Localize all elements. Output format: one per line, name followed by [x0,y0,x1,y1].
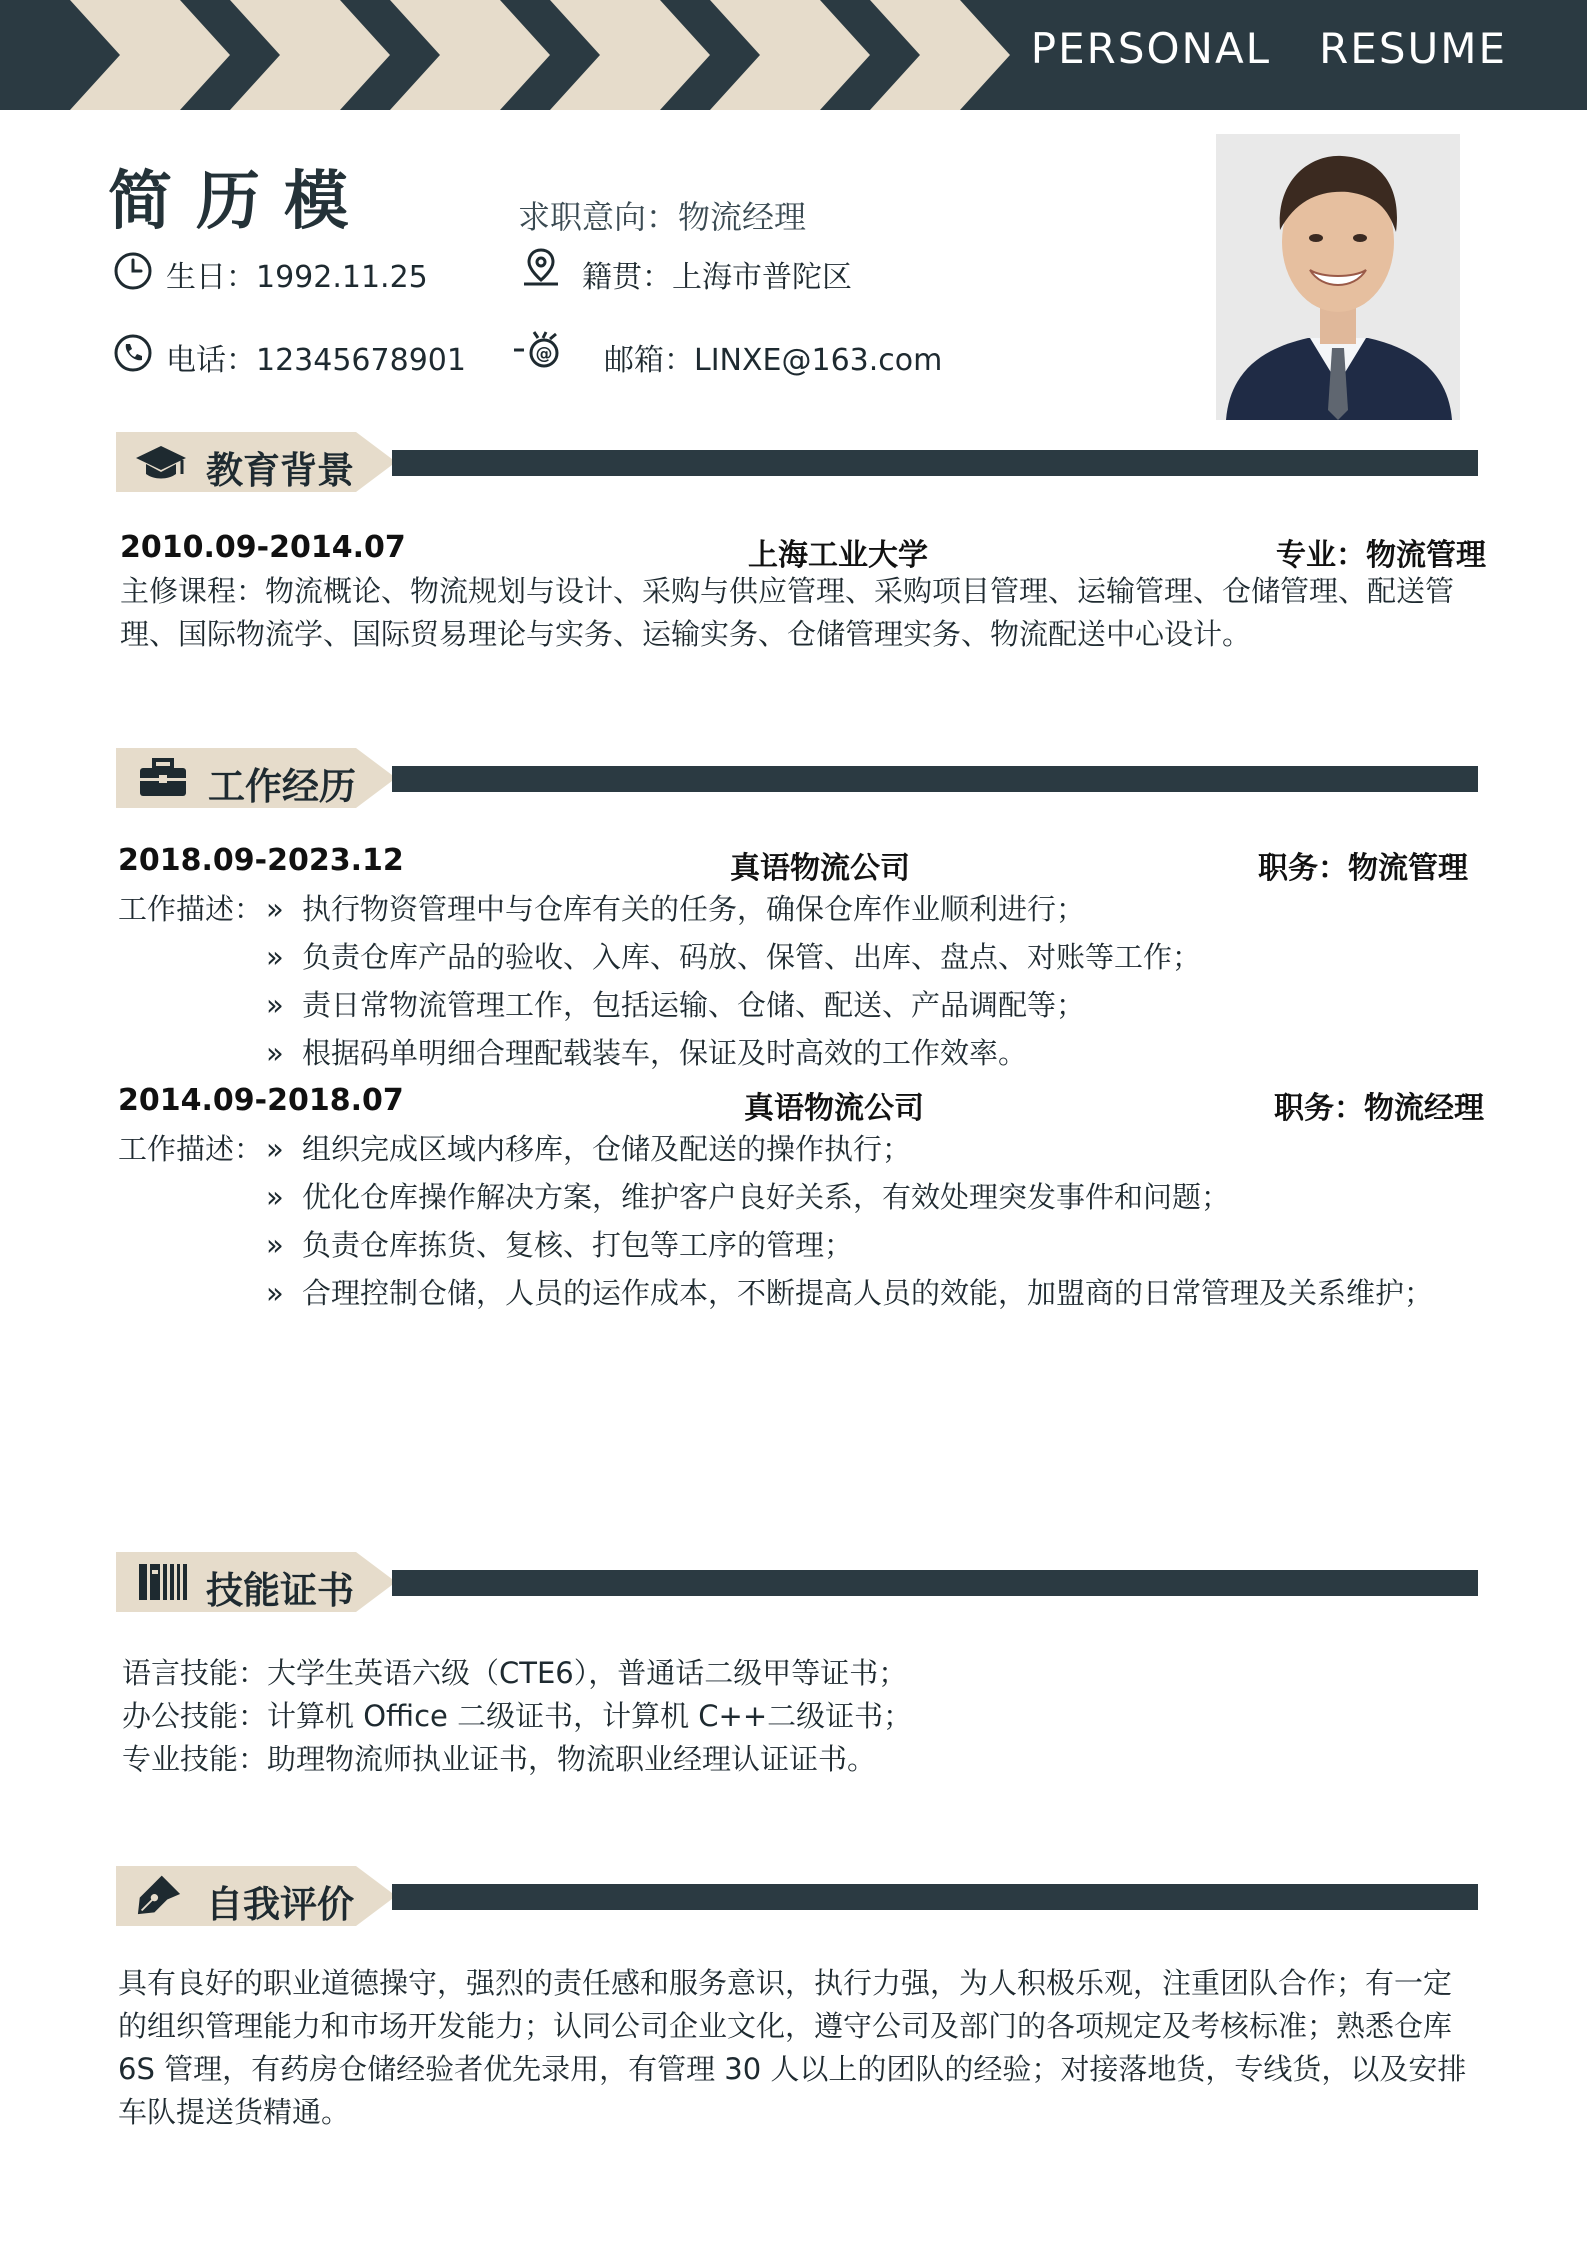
native-place: 籍贯：上海市普陀区 [582,260,852,295]
education-section-bar [392,450,1478,476]
svg-text:@: @ [535,344,553,364]
job-2-desc-label: 工作描述： [118,1132,264,1166]
job-1-desc-label: 工作描述： [118,892,264,926]
list-item: » 优化仓库操作解决方案，维护客户良好关系，有效处理突发事件和问题； [266,1180,1231,1214]
self-eval-line-3: 6S 管理，有药房仓储经验者优先录用，有管理 30 人以上的团队的经验；对接落地货，专线货，以及安排 [118,2052,1467,2086]
pen-nib-icon [132,1872,186,1916]
self-eval-line-4: 车队提送货精通。 [118,2095,351,2129]
job-2-period: 2014.09-2018.07 [118,1083,404,1118]
list-item: » 根据码单明细合理配载装车，保证及时高效的工作效率。 [266,1036,1028,1070]
list-item: » 组织完成区域内移库，仓储及配送的操作执行； [266,1132,912,1166]
location-icon [520,246,562,288]
self-eval-line-1: 具有良好的职业道德操守，强烈的责任感和服务意识，执行力强，为人积极乐观，注重团队合作；有一定 [118,1966,1453,2000]
education-period: 2010.09-2014.07 [120,530,406,565]
skill-professional: 专业技能：助理物流师执业证书，物流职业经理认证证书。 [122,1742,877,1776]
phone: 电话：12345678901 [166,343,466,378]
education-major: 专业：物流管理 [1276,538,1486,573]
graduation-cap-icon [134,440,188,484]
job-2-position: 职务：物流经理 [1274,1091,1484,1126]
profile-photo [1216,134,1460,420]
job-intention: 求职意向：物流经理 [518,198,807,236]
list-item: » 执行物资管理中与仓库有关的任务，确保仓库作业顺利进行； [266,892,1086,926]
self-eval-line-2: 的组织管理能力和市场开发能力；认同公司企业文化，遵守公司及部门的各项规定及考核标准；熟悉仓库 [118,2009,1453,2043]
job-1-period: 2018.09-2023.12 [118,843,404,878]
list-item: » 合理控制仓储，人员的运作成本，不断提高人员的效能，加盟商的日常管理及关系维护； [266,1276,1434,1310]
header-banner [0,0,1587,110]
education-courses-line-2: 理、国际物流学、国际贸易理论与实务、运输实务、仓储管理实务、物流配送中心设计。 [120,617,1252,651]
skills-section-bar [392,1570,1478,1596]
education-section-title: 教育背景 [206,449,354,492]
self-eval-section-bar [392,1884,1478,1910]
list-item: » 责日常物流管理工作，包括运输、仓储、配送、产品调配等； [266,988,1086,1022]
phone-icon [112,332,154,374]
briefcase-icon [136,756,190,800]
skill-office: 办公技能：计算机 Office 二级证书，计算机 C++二级证书； [122,1699,913,1733]
email-icon [512,328,568,370]
work-section-title: 工作经历 [208,765,356,808]
job-1-company: 真语物流公司 [730,851,910,886]
self-eval-section-title: 自我评价 [206,1883,354,1926]
books-icon [136,1560,190,1604]
email: 邮箱：LINXE@163.com [604,343,943,378]
job-1-position: 职务：物流管理 [1258,851,1468,886]
list-item: » 负责仓库拣货、复核、打包等工序的管理； [266,1228,854,1262]
skills-section-title: 技能证书 [206,1569,354,1612]
clock-icon [112,250,154,292]
education-courses-line-1: 主修课程：物流概论、物流规划与设计、采购与供应管理、采购项目管理、运输管理、仓储管理、配送管 [120,574,1455,608]
job-2-company: 真语物流公司 [744,1091,924,1126]
work-section-bar [392,766,1478,792]
education-school: 上海工业大学 [748,538,928,573]
birthday: 生日：1992.11.25 [166,260,428,295]
list-item: » 负责仓库产品的验收、入库、码放、保管、出库、盘点、对账等工作； [266,940,1202,974]
resume-title: PERSONAL RESUME [1030,24,1507,73]
candidate-name: 简历模 [108,165,372,239]
skill-language: 语言技能：大学生英语六级（CTE6），普通话二级甲等证书； [122,1656,908,1690]
